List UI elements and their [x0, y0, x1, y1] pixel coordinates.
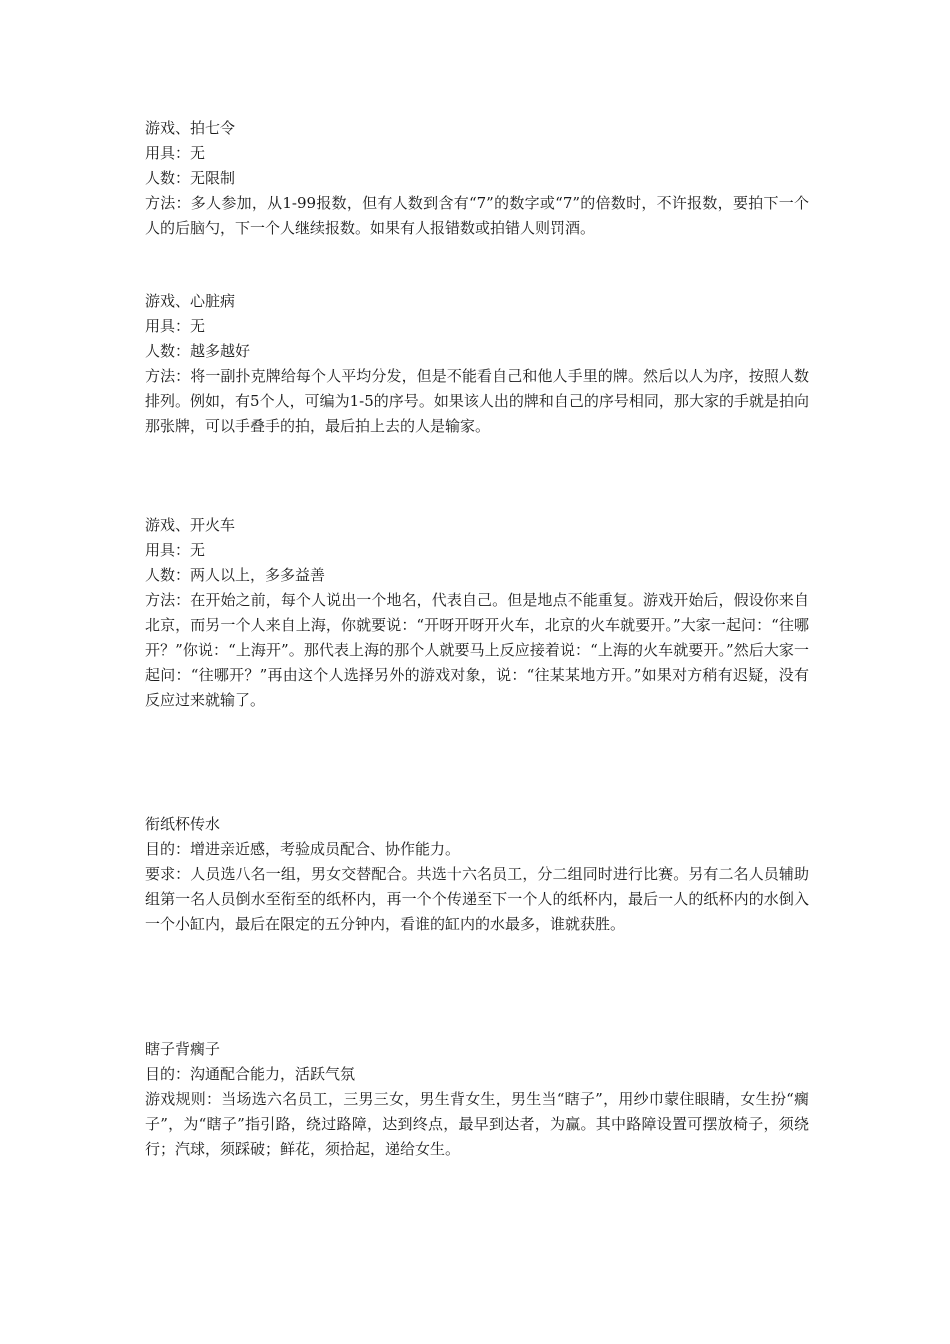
- equipment-line: 用具：无: [145, 144, 206, 162]
- game-section-paiqiling: [145, 116, 809, 241]
- section-title: 游戏、开火车: [145, 516, 236, 534]
- method-paragraph: 方法：将一副扑克牌给每个人平均分发，但是不能看自己和他人手里的牌。然后以人为序，按照人数排列。例如，有5个人，可编为1-5的序号。如果该人出的牌和自己的序号相同，那大家的手就是拍向那张牌，可以手叠手的拍，最后拍上去的人是输家。: [145, 367, 809, 435]
- requirements-paragraph: 要求：人员选八名一组，男女交替配合。共选十六名员工，分二组同时进行比赛。另有二名人员辅助组第一名人员倒水至衔至的纸杯内，再一个个传递至下一个人的纸杯内，最后一人的纸杯内的水倒入一个小缸内，最后在限定的五分钟内，看谁的缸内的水最多，谁就获胜。: [145, 865, 809, 933]
- players-line: 人数：无限制: [145, 169, 236, 187]
- equipment-line: 用具：无: [145, 317, 206, 335]
- method-paragraph: 方法：在开始之前，每个人说出一个地名，代表自己。但是地点不能重复。游戏开始后，假设你来自北京，而另一个人来自上海，你就要说：“开呀开呀开火车，北京的火车就要开。”大家一起问：“往哪开？”你说：“上海开”。那代表上海的那个人就要马上反应接着说：“上海的火车就要开。”然后大家一起问：“往哪开？”再由这个人选择另外的游戏对象，说：“往某某地方开。”如果对方稍有迟疑，没有反应过来就输了。: [145, 591, 809, 709]
- rules-paragraph: 游戏规则：当场选六名员工，三男三女，男生背女生，男生当“瞎子”，用纱巾蒙住眼睛，女生扮“瘸子”，为“瞎子”指引路，绕过路障，达到终点，最早到达者，为赢。其中路障设置可摆放椅子，须绕行；汽球，须踩破；鲜花，须拾起，递给女生。: [145, 1090, 809, 1158]
- players-line: 人数：两人以上，多多益善: [145, 566, 326, 584]
- game-section-xianzhibei: [145, 812, 809, 937]
- section-title: 瞎子背瘸子: [145, 1040, 221, 1058]
- game-section-kaihuoche: [145, 513, 809, 713]
- purpose-line: 目的：增进亲近感，考验成员配合、协作能力。: [145, 840, 461, 858]
- purpose-line: 目的：沟通配合能力，活跃气氛: [145, 1065, 356, 1083]
- equipment-line: 用具：无: [145, 541, 206, 559]
- game-section-xiazibeiquezi: [145, 1037, 809, 1162]
- game-section-xinzangbing: [145, 289, 809, 439]
- section-title: 衔纸杯传水: [145, 815, 221, 833]
- section-title: 游戏、拍七令: [145, 119, 236, 137]
- players-line: 人数：越多越好: [145, 342, 251, 360]
- method-paragraph: 方法：多人参加，从1-99报数，但有人数到含有“7”的数字或“7”的倍数时，不许报数，要拍下一个人的后脑勺，下一个人继续报数。如果有人报错数或拍错人则罚酒。: [145, 194, 809, 237]
- section-title: 游戏、心脏病: [145, 292, 236, 310]
